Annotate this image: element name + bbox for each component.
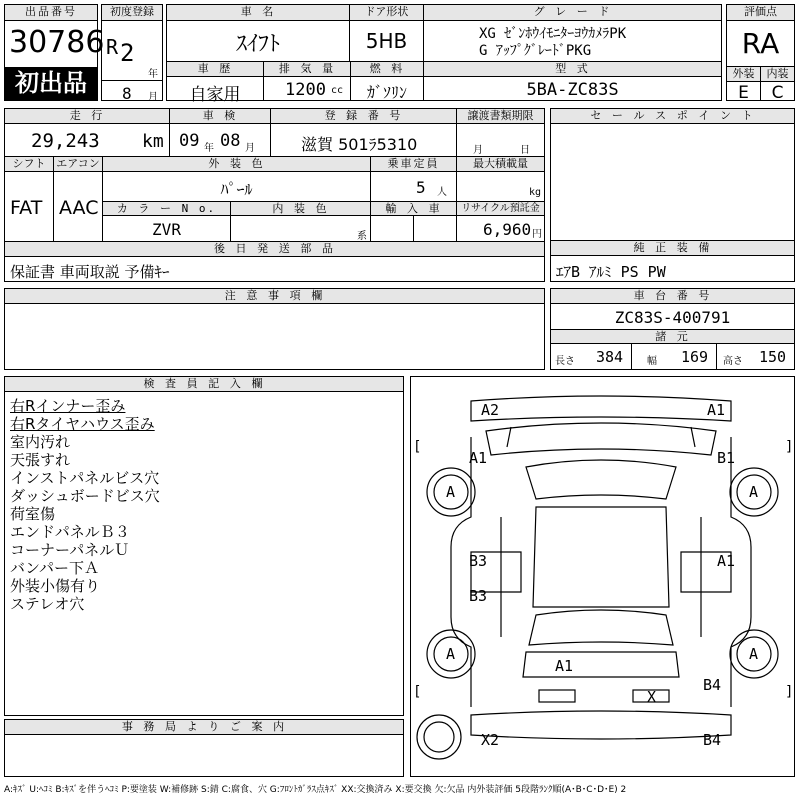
registration-number: 滋賀 501ﾗ5310 bbox=[301, 135, 418, 154]
inspector-note: 天張すれ bbox=[10, 451, 71, 469]
transfer-day-unit: 日 bbox=[520, 145, 530, 156]
details-grid bbox=[4, 108, 545, 282]
inspector-notes-cell bbox=[4, 376, 404, 716]
door-type-label: ドア形状 bbox=[350, 5, 423, 21]
fuel-type: ｶﾞｿﾘﾝ bbox=[366, 83, 407, 102]
transfer-month-unit: 月 bbox=[473, 145, 483, 156]
overall-score: RA bbox=[741, 27, 780, 60]
import-label: 輸 入 車 bbox=[371, 202, 456, 216]
mark-x2-rear-bumper: X2 bbox=[481, 731, 500, 749]
inspector-note: 右Rタイヤハウス歪み bbox=[10, 415, 155, 433]
shift-type: FAT bbox=[10, 197, 43, 219]
lot-number: 30786 bbox=[9, 25, 105, 60]
inspector-note: 荷室傷 bbox=[10, 505, 56, 523]
inspector-note: 外装小傷有り bbox=[10, 577, 101, 595]
inspector-note: 右Rインナー歪み bbox=[10, 397, 126, 415]
vehicle-info-top bbox=[166, 4, 722, 62]
inspector-notes-list bbox=[10, 397, 160, 613]
length-label: 長さ bbox=[555, 356, 575, 367]
recycle-label: リサイクル預託金 bbox=[457, 202, 544, 216]
capacity-label: 乗車定員 bbox=[371, 157, 456, 172]
registration-year: 2 bbox=[120, 39, 135, 67]
registration-label: 登 録 番 号 bbox=[271, 109, 456, 124]
inspector-note: ステレオ穴 bbox=[10, 595, 85, 613]
model-code-label: 型 式 bbox=[424, 62, 721, 77]
max-load-label: 最大積載量 bbox=[457, 157, 544, 172]
legend: A:ｷｽﾞ U:ﾍｺﾐ B:ｷｽﾞを伴うﾍｺﾐ P:要塗装 W:補修跡 S:錆 C:腐食、穴 G:ﾌﾛﾝﾄｶﾞﾗｽ点ｷｽﾞ XX:交換済み X:要交換 欠:欠品 内外装評価 5段階ﾗﾝｸ順(A･B･C･D･E) 2 bbox=[4, 785, 627, 795]
inspection-label: 車 検 bbox=[170, 109, 270, 124]
lot-number-label: 出品番号 bbox=[5, 5, 97, 21]
interior-label: 内装 bbox=[761, 67, 794, 82]
score-label: 評価点 bbox=[727, 5, 794, 21]
door-type: 5HB bbox=[365, 29, 408, 53]
mark-a2: A2 bbox=[481, 401, 500, 419]
vehicle-height: 150 bbox=[759, 348, 787, 366]
mark-b4-rear-quarter: B4 bbox=[703, 676, 722, 694]
inspection-year: 09 bbox=[179, 131, 200, 151]
kei-unit: 系 bbox=[357, 231, 367, 242]
notes-cell bbox=[4, 288, 545, 370]
interior-grade: C bbox=[771, 83, 784, 103]
genuine-equipment: ｴｱB ｱﾙﾐ PS PW bbox=[556, 263, 666, 281]
transfer-deadline-label: 譲渡書類期限 bbox=[457, 109, 544, 124]
lot-number-cell bbox=[4, 4, 105, 101]
car-outline-diagram bbox=[411, 377, 794, 776]
mark-b1-right-fender: B1 bbox=[717, 449, 736, 467]
mark-x-rear: X bbox=[647, 688, 657, 706]
exterior-label: 外装 bbox=[727, 67, 760, 82]
bracket-right-front: ] bbox=[785, 439, 794, 455]
shift-label: シフト bbox=[5, 157, 53, 172]
mileage: 29,243 bbox=[31, 130, 100, 152]
inspector-notes-label: 検 査 員 記 入 欄 bbox=[5, 377, 403, 392]
specs-label: 諸 元 bbox=[551, 330, 794, 344]
mileage-label: 走 行 bbox=[5, 109, 169, 124]
bracket-left-front: [ bbox=[413, 439, 422, 455]
inspector-note: バンパー下Ａ bbox=[10, 559, 99, 577]
vehicle-history: 自家用 bbox=[189, 85, 241, 105]
exterior-color: ﾊﾟｰﾙ bbox=[220, 180, 253, 199]
displacement-label: 排 気 量 bbox=[264, 62, 350, 77]
mark-a1-left-fender: A1 bbox=[469, 449, 488, 467]
bracket-right-rear: ] bbox=[785, 684, 794, 700]
mark-a-rear-right-wheel: A bbox=[749, 645, 759, 663]
inspector-note: インストパネルビス穴 bbox=[10, 469, 160, 487]
chassis-label: 車 台 番 号 bbox=[551, 289, 794, 304]
aircon-label: エアコン bbox=[54, 157, 102, 172]
exterior-color-label: 外 装 色 bbox=[103, 157, 370, 172]
registration-month: 8 bbox=[122, 84, 132, 103]
year-unit: 年 bbox=[148, 69, 158, 80]
color-no-label: カ ラ ー N o. bbox=[103, 202, 230, 216]
chassis-number: ZC83S-400791 bbox=[614, 308, 731, 327]
person-unit: 人 bbox=[437, 187, 447, 198]
era: R bbox=[106, 35, 119, 59]
first-registration-label: 初度登録 bbox=[102, 5, 162, 21]
vehicle-width: 169 bbox=[681, 348, 709, 366]
first-registration-cell bbox=[101, 4, 163, 101]
kg-unit: kg bbox=[529, 187, 542, 198]
grade-line-1: XG ｾﾞﾝﾎｳｲﾓﾆﾀｰﾖｳｶﾒﾗPK bbox=[479, 26, 627, 42]
car-name-label: 車 名 bbox=[167, 5, 349, 21]
score-cell bbox=[726, 4, 795, 101]
grade-label: グ レ ー ド bbox=[424, 5, 721, 21]
chassis-cell bbox=[550, 288, 795, 370]
mark-b4-rear-bumper: B4 bbox=[703, 731, 722, 749]
exterior-grade: E bbox=[738, 83, 749, 103]
vehicle-info-bottom bbox=[166, 61, 722, 105]
width-label: 幅 bbox=[647, 356, 657, 367]
month-unit: 月 bbox=[148, 92, 158, 103]
aircon-type: AAC bbox=[59, 197, 99, 219]
after-ship-label: 後 日 発 送 部 品 bbox=[5, 242, 544, 257]
displacement: 1200 bbox=[285, 80, 326, 100]
inspection-month-unit: 月 bbox=[245, 143, 255, 154]
first-time-badge: 初出品 bbox=[5, 67, 97, 100]
seating-capacity: 5 bbox=[416, 178, 426, 197]
history-label: 車 歴 bbox=[167, 62, 263, 77]
mark-a1-front: A1 bbox=[707, 401, 726, 419]
mark-a-rear-left-wheel: A bbox=[446, 645, 456, 663]
recycle-fee: 6,960 bbox=[483, 220, 532, 239]
mark-a1-right-door: A1 bbox=[717, 552, 736, 570]
genuine-equipment-label: 純 正 装 備 bbox=[551, 241, 794, 256]
mark-a1-tailgate: A1 bbox=[555, 657, 574, 675]
after-ship-parts: 保証書 車両取説 予備ｷｰ bbox=[10, 263, 170, 281]
office-notes-cell bbox=[4, 719, 404, 777]
yen-unit: 円 bbox=[532, 229, 542, 240]
office-notes-label: 事 務 局 よ り ご 案 内 bbox=[5, 720, 403, 735]
inspection-year-unit: 年 bbox=[204, 143, 214, 154]
sales-point-cell bbox=[550, 108, 795, 241]
mark-a-front-left-wheel: A bbox=[446, 483, 456, 501]
car-diagram bbox=[410, 376, 795, 777]
car-name: ｽｲﾌﾄ bbox=[235, 32, 280, 57]
inspector-note: エンドパネルＢ３ bbox=[10, 523, 130, 541]
model-code: 5BA-ZC83S bbox=[526, 80, 619, 100]
fuel-label: 燃 料 bbox=[351, 62, 423, 77]
inspector-note: 室内汚れ bbox=[10, 433, 71, 451]
color-number: ZVR bbox=[152, 220, 181, 239]
inspector-note: ダッシュボードビス穴 bbox=[10, 487, 160, 505]
sales-point-label: セ ー ル ス ポ イ ン ト bbox=[551, 109, 794, 124]
mark-a-front-right-wheel: A bbox=[749, 483, 759, 501]
grade-line-2: G ｱｯﾌﾟｸﾞﾚｰﾄﾞPKG bbox=[479, 43, 592, 59]
inspector-note: コーナーパネルＵ bbox=[10, 541, 130, 559]
cc-unit: cc bbox=[331, 85, 344, 96]
bracket-left-rear: [ bbox=[413, 684, 422, 700]
height-label: 高さ bbox=[723, 356, 743, 367]
notes-label: 注 意 事 項 欄 bbox=[5, 289, 544, 304]
mark-b3-left-door: B3 bbox=[469, 552, 488, 570]
interior-color-label: 内 装 色 bbox=[231, 202, 370, 216]
inspection-month: 08 bbox=[220, 131, 241, 151]
genuine-equipment-cell bbox=[550, 240, 795, 282]
vehicle-length: 384 bbox=[596, 348, 624, 366]
mark-b3-left-rear-door: B3 bbox=[469, 587, 488, 605]
km-unit: km bbox=[142, 131, 164, 152]
